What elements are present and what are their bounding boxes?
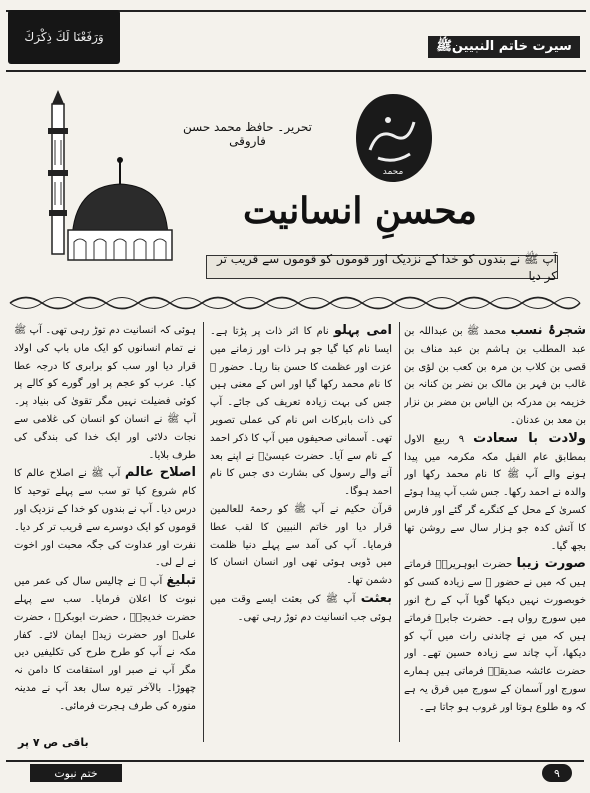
article-subtitle [206, 251, 558, 283]
page-number [542, 764, 572, 782]
footer-logo [30, 764, 122, 782]
paragraph-preaching: آپ ﷺ نے چالیس سال کی عمر میں نبوت کا اعلان فرمایا۔ سب سے پہلے حضرت خدیجہؓ ، حضرت ابوبکرؓ ، حضرت علیؓ اور حضرت زیدؓ ایمان لائے۔ کفار مکہ نے آپ کو طرح طرح کی تکلیفیں دیں مگر آپ نے صبر اور استقامت کا دامن نہ چھوڑا۔ بالآخر تیرہ سال بعد آپ نے مدینہ منورہ کی طرف ہجرت فرمائی۔ [14, 576, 196, 712]
paragraph-appearance: حضرت ابوہریرہؓ فرماتے ہیں کہ میں نے حضور ﷺ سے زیادہ کسی کو خوبصورت نہیں دیکھا گویا آپ کے رخ انور میں سورج رواں ہے۔ حضرت جابرؓ فرماتے ہیں کہ میں نے چاندنی رات میں آپ کو دیکھا، آپ چاند سے زیادہ حسین تھے۔ اور حضرت عائشہ صدیقہؓ فرماتی ہیں ہمارے سورج اور آسمان کے سورج میں فرق یہ ہے کہ وہ طلوع ہوتا اور غروب ہو جاتا ہے۔ [404, 559, 586, 713]
paragraph-humanity: ہوئی کہ انسانیت دم توڑ رہی تھی۔ آپ ﷺ نے تمام انسانوں کو ایک ماں باپ کی اولاد قرار دیا اور سب کو برابری کا درجہ عطا کیا۔ عرب کو عجم پر اور گورے کو کالے پر کوئی فضیلت نہیں مگر تقویٰ کی بنیاد پر۔ آپ ﷺ نے انسان کو انسان کی غلامی سے نجات دلائی اور ایک خدا کی بندگی کی طرف بلایا۔ [14, 325, 196, 461]
column-rule [203, 322, 204, 742]
article-title: محسنِ انسانیت [243, 190, 477, 232]
heading-lineage: شجرۂ نسب [510, 323, 586, 338]
paragraph-reform: آپ ﷺ نے اصلاح عالم کا کام شروع کیا تو سب سے پہلے توحید کا درس دیا۔ آپ نے بندوں کو خدا کے نزدیک اور قوموں کو ایک دوسرے سے قریب تر کر دیا۔ نفرت اور عداوت کی جگہ محبت اور اخوت نے لے لی۔ [14, 468, 196, 569]
muhammad-calligraphy-emblem [348, 88, 438, 188]
series-label-text: سیرت خاتم النبیینﷺ [436, 38, 572, 54]
heading-preaching: تبلیغ [166, 573, 196, 589]
paragraph-mercy: قرآن حکیم نے آپ ﷺ کو رحمۃ للعالمین قرار دیا اور خاتم النبیین کا لقب عطا فرمایا۔ آپ کی آمد سے پہلے دنیا ظلمت میں ڈوبی ہوئی تھی اور انسان انسان کا دشمن تھا۔ [210, 503, 392, 587]
paragraph-name-aspect: نام کا اثر ذات پر پڑتا ہے۔ ایسا نام کیا گیا جو ہر ذات اور زمانے میں عزت اور عظمت کا حسن بنا رہا۔ حضور ﷺ کا نام محمد رکھا گیا اور اس کے معنی ہیں جس کی بہت زیادہ تعریف کی جائے۔ آپ کی ذات بابرکات اس نام کی عملی تصویر تھی۔ آسمانی صحیفوں میں آپ کا ذکر احمد کے نام سے آیا۔ حضرت عیسیٰؑ نے اپنے بعد آنے والے رسول کی بشارت دی جس کا نام احمد ہوگا۔ [210, 326, 392, 498]
page-number-text: ۹ [554, 766, 560, 780]
calligraphy-text: محمد [382, 167, 404, 177]
heading-appearance: صورت زیبا [516, 556, 586, 572]
continued-note: باقی ص ۷ پر [18, 736, 89, 749]
column-right [404, 322, 586, 752]
column-rule [399, 322, 400, 742]
heading-prophethood: بعثت [360, 590, 392, 606]
paragraph-prophethood: آپ ﷺ کی بعثت ایسے وقت میں ہوئی جب انسانیت دم توڑ رہی تھی۔ [210, 593, 392, 623]
crest-text: وَرَفَعْنَا لَكَ ذِكْرَكَ [24, 30, 104, 44]
paragraph-birth: ۹ ربیع الاول بمطابق عام الفیل مکہ مکرمہ میں پیدا ہونے والے آپ ﷺ کا نام محمد رکھا اور والدہ نے احمد رکھا۔ جس شب آپ پیدا ہوئے کسریٰ کے محل کے کنگرے گر گئے اور فارس کا آتش کدہ جو ہزار سال سے روشن تھا بجھ گیا۔ [404, 433, 586, 552]
mosque-illustration [24, 90, 174, 266]
header-crest [8, 10, 120, 64]
series-label [428, 36, 580, 58]
column-left [14, 322, 196, 752]
heading-birth: ولادت با سعادت [473, 430, 586, 446]
heading-name-aspect: امی پہلو [333, 323, 392, 338]
paragraph-lineage: محمد ﷺ بن عبداللہ بن عبد المطلب بن ہاشم بن عبد مناف بن قصی بن کلاب بن مرہ بن کعب بن لؤی بن غالب بن فہر بن مالک بن نضر بن کنانہ بن خزیمہ بن مدرکہ بن الیاس بن مضر بن نزار بن معد بن عدنان۔ [404, 326, 586, 426]
heading-reform: اصلاح عالم [124, 465, 196, 481]
floral-divider [6, 290, 584, 316]
column-middle [210, 322, 392, 752]
subtitle-text: آپ ﷺ نے بندوں کو خدا کے نزدیک اور قوموں کو قوموں سے قریب تر کر دیا [217, 251, 557, 283]
author-byline: تحریر۔ حافظ محمد حسن فاروقی [182, 120, 312, 148]
footer-logo-text: ختم نبوت [54, 766, 98, 780]
